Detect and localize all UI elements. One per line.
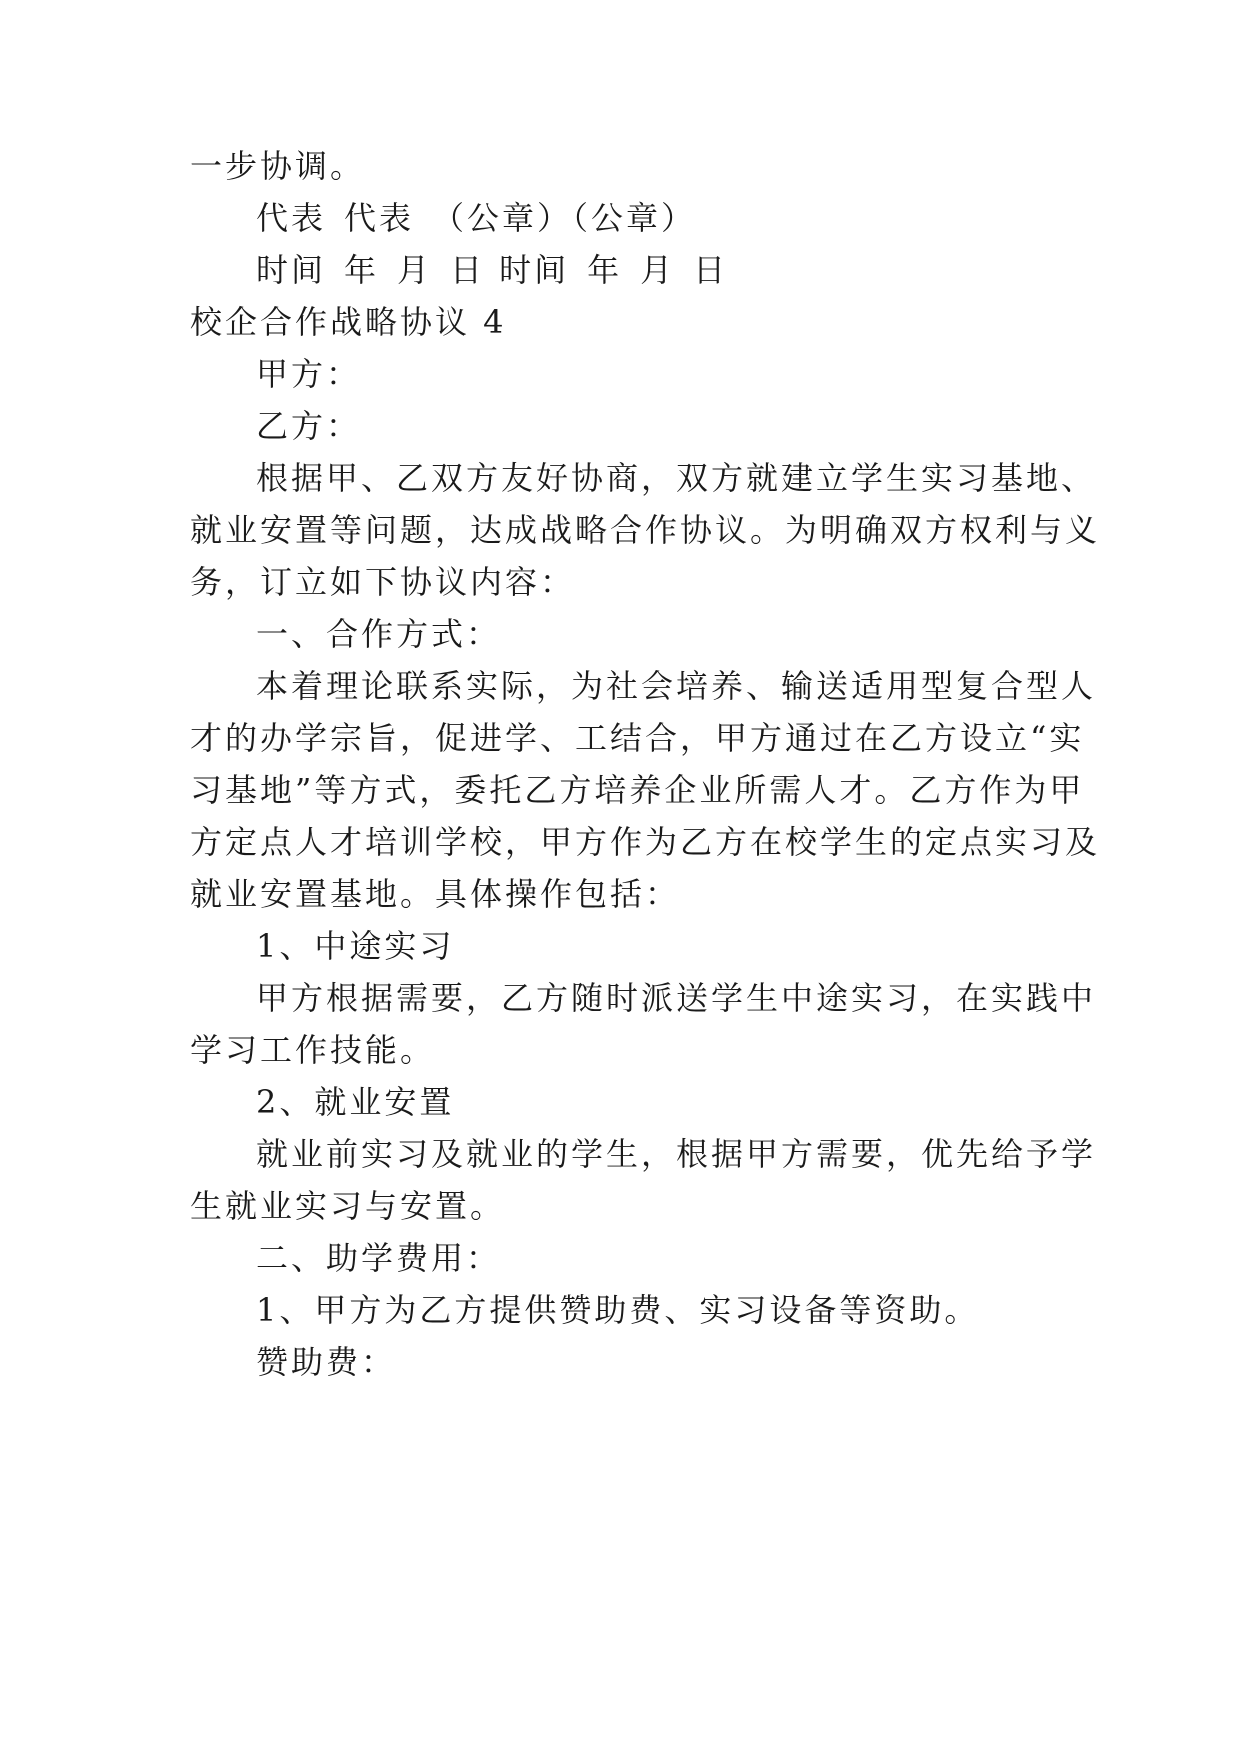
paragraph-line: 才的办学宗旨，促进学、工结合，甲方通过在乙方设立“实 <box>190 719 1085 757</box>
paragraph-line: 就业安置基地。具体操作包括： <box>190 875 681 913</box>
paragraph-line: 就业安置等问题，达成战略合作协议。为明确双方权利与义 <box>190 511 1101 549</box>
seal-label: （公章） <box>432 199 573 237</box>
date-month: 月 <box>640 251 676 289</box>
paragraph-line: 根据甲、乙双方友好协商，双方就建立学生实习基地、 <box>256 459 1097 497</box>
date-year: 年 <box>344 251 380 289</box>
list-item: 1、甲方为乙方提供赞助费、实习设备等资助。 <box>256 1291 980 1329</box>
section-heading: 二、助学费用： <box>256 1239 502 1277</box>
representative-label: 代表 <box>256 199 327 237</box>
signature-representatives-line <box>256 198 696 238</box>
paragraph-line: 务，订立如下协议内容： <box>190 563 576 601</box>
paragraph-line: 习基地”等方式，委托乙方培养企业所需人才。乙方作为甲 <box>190 771 1085 809</box>
paragraph-line: 本着理论联系实际，为社会培养、输送适用型复合型人 <box>256 667 1097 705</box>
date-month: 月 <box>397 251 433 289</box>
date-label: 时间 <box>499 251 570 289</box>
date-year: 年 <box>587 251 623 289</box>
sponsorship-fee-label: 赞助费： <box>256 1343 397 1381</box>
party-a-label: 甲方： <box>256 355 362 393</box>
paragraph-line: 甲方根据需要，乙方随时派送学生中途实习，在实践中 <box>256 979 1097 1017</box>
paragraph-line: 生就业实习与安置。 <box>190 1187 506 1225</box>
list-item-heading: 1、中途实习 <box>256 927 455 965</box>
list-item-heading: 2、就业安置 <box>256 1083 455 1121</box>
date-label: 时间 <box>256 251 327 289</box>
representative-label: 代表 <box>344 199 415 237</box>
section-heading: 一、合作方式： <box>256 615 502 653</box>
paragraph-line: 方定点人才培训学校，甲方作为乙方在校学生的定点实习及 <box>190 823 1101 861</box>
paragraph-line: 就业前实习及就业的学生，根据甲方需要，优先给予学 <box>256 1135 1097 1173</box>
signature-dates-line <box>256 250 728 290</box>
paragraph-line: 学习工作技能。 <box>190 1031 436 1069</box>
date-day: 日 <box>693 251 729 289</box>
date-day: 日 <box>450 251 486 289</box>
section-title: 校企合作战略协议 4 <box>190 303 507 341</box>
party-b-label: 乙方： <box>256 407 362 445</box>
seal-label: （公章） <box>572 199 697 237</box>
text-line: 一步协调。 <box>190 147 366 185</box>
